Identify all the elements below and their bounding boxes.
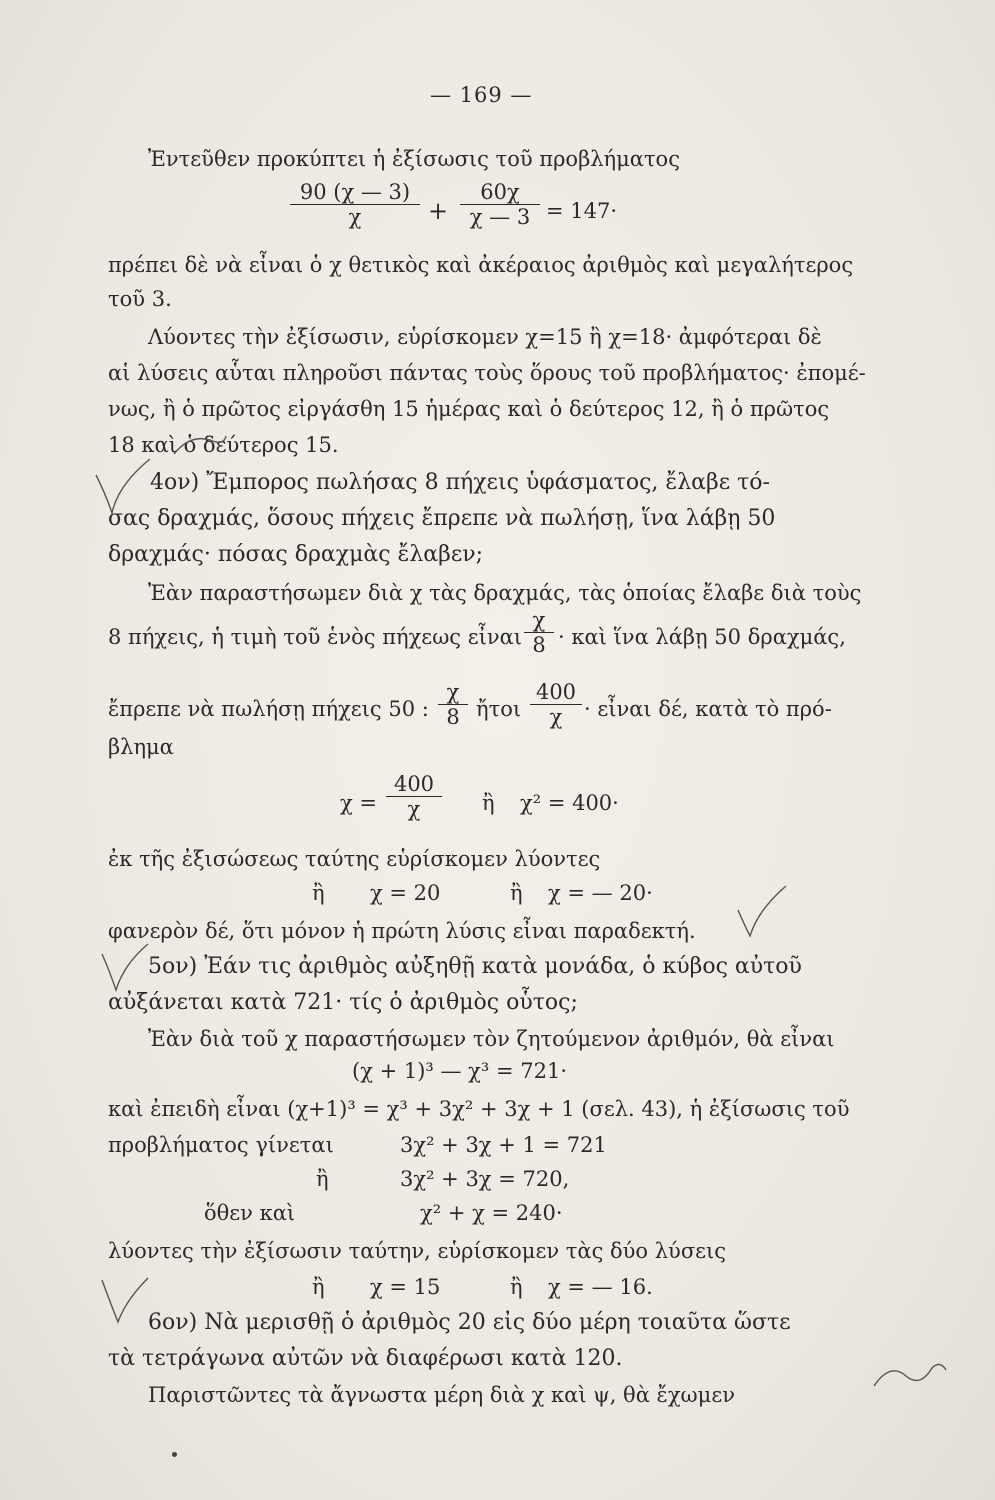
plus-sign: + [428, 197, 449, 225]
text-line: ἢ [312, 881, 325, 905]
equation: 3χ² + 3χ = 720, [400, 1167, 570, 1191]
text-line: ἢ [312, 1275, 325, 1299]
equation-rhs: χ² = 400· [520, 791, 619, 815]
text-line: 8 πήχεις, ἡ τιμὴ τοῦ ἑνὸς πήχεως εἶναι [108, 625, 523, 649]
text-line: Ἐὰν διὰ τοῦ χ παραστήσωμεν τὸν ζητούμενον ἀριθμόν, θὰ εἶναι [148, 1027, 835, 1051]
fraction-denominator: χ [407, 797, 421, 821]
solution: χ = 20 [370, 881, 441, 905]
text-line: Παριστῶντες τὰ ἄγνωστα μέρη διὰ χ καὶ ψ, θὰ ἔχωμεν [148, 1383, 735, 1407]
pencil-scribble-icon [870, 1356, 950, 1396]
text-line: φανερὸν δέ, ὅτι μόνον ἡ πρώτη λύσις εἶναι παραδεκτή. [108, 919, 696, 943]
text-line: Λύοντες τὴν ἐξίσωσιν, εὑρίσκομεν χ=15 ἢ χ=18· ἀμφότεραι δὲ [148, 325, 822, 349]
text-line: ἢ [482, 791, 495, 815]
fraction [530, 680, 582, 729]
fraction [438, 680, 468, 729]
text-line: ὅθεν καὶ [204, 1201, 296, 1225]
solution: χ = — 20· [548, 881, 653, 905]
text-line: ἢ [510, 1275, 523, 1299]
fraction-denominator: 8 [446, 705, 460, 729]
text-line: προβλήματος γίνεται [108, 1133, 334, 1157]
fraction [460, 180, 540, 229]
pencil-check-mark-icon [732, 880, 792, 940]
fraction-denominator: 8 [532, 633, 546, 657]
fraction-numerator: χ [524, 608, 554, 633]
text-line: · καὶ ἵνα λάβῃ 50 δραχμάς, [558, 625, 846, 649]
text-line: αἱ λύσεις αὗται πληροῦσι πάντας τοὺς ὅρους τοῦ προβλήματος· ἐπομέ- [108, 361, 866, 385]
solution: χ = — 16. [548, 1275, 653, 1299]
pencil-check-mark-icon [96, 940, 156, 1000]
text-line: λύοντες τὴν ἐξίσωσιν ταύτην, εὑρίσκομεν τὰς δύο λύσεις [108, 1239, 727, 1263]
text-line: ἢ [316, 1167, 329, 1191]
equation: χ² + χ = 240· [420, 1201, 563, 1225]
pencil-scribble-icon [170, 430, 230, 460]
equation: (χ + 1)³ — χ³ = 721· [352, 1059, 568, 1083]
fraction [290, 180, 420, 229]
text-line: ἐκ τῆς ἐξισώσεως ταύτης εὑρίσκομεν λύοντες [108, 847, 601, 871]
solution: χ = 15 [370, 1275, 441, 1299]
pencil-check-mark-icon [88, 455, 158, 525]
text-line: Ἐὰν παραστήσωμεν διὰ χ τὰς δραχμάς, τὰς ὁποίας ἔλαβε διὰ τοὺς [148, 581, 862, 605]
problem-5-line: 5ον) Ἐάν τις ἀριθμὸς αὐξηθῇ κατὰ μονάδα, ὁ κύβος αὐτοῦ [148, 954, 802, 979]
text-line: 18 καὶ ὁ δεύτερος 15. [108, 433, 339, 457]
problem-6-line: 6ον) Νὰ μερισθῇ ὁ ἀριθμὸς 20 εἰς δύο μέρη τοιαῦτα ὥστε [148, 1310, 791, 1335]
text-line: ἔπρεπε νὰ πωλήσῃ πήχεις 50 : [108, 697, 429, 721]
fraction-numerator: 400 [386, 772, 442, 797]
text-line: αὐξάνεται κατὰ 721· τίς ὁ ἀριθμὸς οὗτος; [108, 990, 578, 1015]
text-line: Ἐντεῦθεν προκύπτει ἡ ἐξίσωσις τοῦ προβλήματος [148, 147, 680, 171]
text-line: σας δραχμάς, ὅσους πήχεις ἔπρεπε νὰ πωλήσῃ, ἵνα λάβῃ 50 [108, 506, 776, 531]
text-line: νως, ἢ ὁ πρῶτος εἰργάσθη 15 ἡμέρας καὶ ὁ δεύτερος 12, ἢ ὁ πρῶτος [108, 397, 830, 421]
fraction-numerator: 60χ [460, 180, 540, 205]
fraction-numerator: 90 (χ — 3) [290, 180, 420, 205]
text-line: καὶ ἐπειδὴ εἶναι (χ+1)³ = χ³ + 3χ² + 3χ + 1 (σελ. 43), ἡ ἐξίσωσις τοῦ [108, 1097, 850, 1121]
pencil-check-mark-icon [96, 1270, 156, 1330]
text-line: ἢ [510, 881, 523, 905]
problem-4-line: 4ον) Ἔμπορος πωλήσας 8 πήχεις ὑφάσματος, ἔλαβε τό- [150, 470, 770, 495]
text-line: · εἶναι δέ, κατὰ τὸ πρό- [584, 697, 832, 721]
text-line: τὰ τετράγωνα αὐτῶν νὰ διαφέρωσι κατὰ 120. [108, 1346, 623, 1371]
equation: 3χ² + 3χ + 1 = 721 [400, 1133, 607, 1157]
page-number: — 169 — [430, 83, 533, 107]
fraction-numerator: χ [438, 680, 468, 705]
fraction-denominator: χ [348, 205, 362, 229]
fraction-denominator: χ — 3 [469, 205, 531, 229]
text-line: δραχμάς· πόσας δραχμὰς ἔλαβεν; [108, 542, 484, 567]
equation-rhs: = 147· [546, 199, 618, 223]
text-line: ἤτοι [476, 697, 522, 721]
ink-dot [172, 1452, 177, 1457]
fraction [524, 608, 554, 657]
equation-lhs: χ = [340, 791, 377, 815]
fraction-numerator: 400 [530, 680, 582, 705]
text-line: βλημα [108, 735, 174, 759]
text-line: τοῦ 3. [108, 287, 172, 311]
fraction-denominator: χ [549, 705, 563, 729]
text-line: πρέπει δὲ νὰ εἶναι ὁ χ θετικὸς καὶ ἀκέραιος ἀριθμὸς καὶ μεγαλήτερος [108, 253, 854, 277]
fraction [386, 772, 442, 821]
